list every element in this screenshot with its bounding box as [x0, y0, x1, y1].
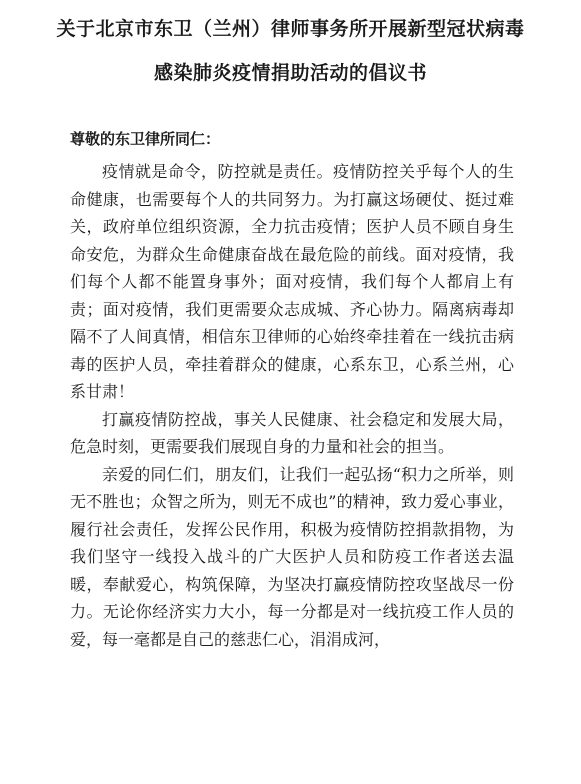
paragraph-2: 打赢疫情防控战，事关人民健康、社会稳定和发展大局，危急时刻，更需要我们展现自身的力量和社会的担当。 [70, 409, 514, 456]
paragraph-3: 亲爱的同仁们，朋友们，让我们一起弘扬“积力之所举，则无不胜也；众智之所为，则无不成也”的精神，致力爱心事业，履行社会责任，发挥公民作用，积极为疫情防控捐款捐物，为我们坚守一线投入战斗的广大医护人员和防疫工作者送去温暖，奉献爱心，构筑保障，为坚决打赢疫情防控攻坚战尽一份力。无论你经济实力大小，每一分都是对一线抗疫工作人员的爱，每一毫都是自己的慈悲仁心，涓涓成河， [70, 464, 514, 649]
document-body [70, 158, 514, 653]
salutation: 尊敬的东卫律所同仁： [70, 130, 221, 148]
document-title-line-1: 关于北京市东卫（兰州）律师事务所开展新型冠状病毒 [56, 18, 525, 40]
paragraph-1: 疫情就是命令，防控就是责任。疫情防控关乎每个人的生命健康，也需要每个人的共同努力。为打赢这场硬仗、挺过难关，政府单位组织资源，全力抗击疫情；医护人员不顾自身生命安危，为群众生命健康奋战在最危险的前线。面对疫情，我们每个人都不能置身事外；面对疫情，我们每个人都肩上有责；面对疫情，我们更需要众志成城、齐心协力。隔离病毒却隔不了人间真情，相信东卫律师的心始终牵挂着在一线抗击病毒的医护人员，牵挂着群众的健康，心系东卫，心系兰州，心系甘肃！ [70, 162, 514, 401]
document-title-line-2: 感染肺炎疫情捐助活动的倡议书 [153, 62, 427, 84]
